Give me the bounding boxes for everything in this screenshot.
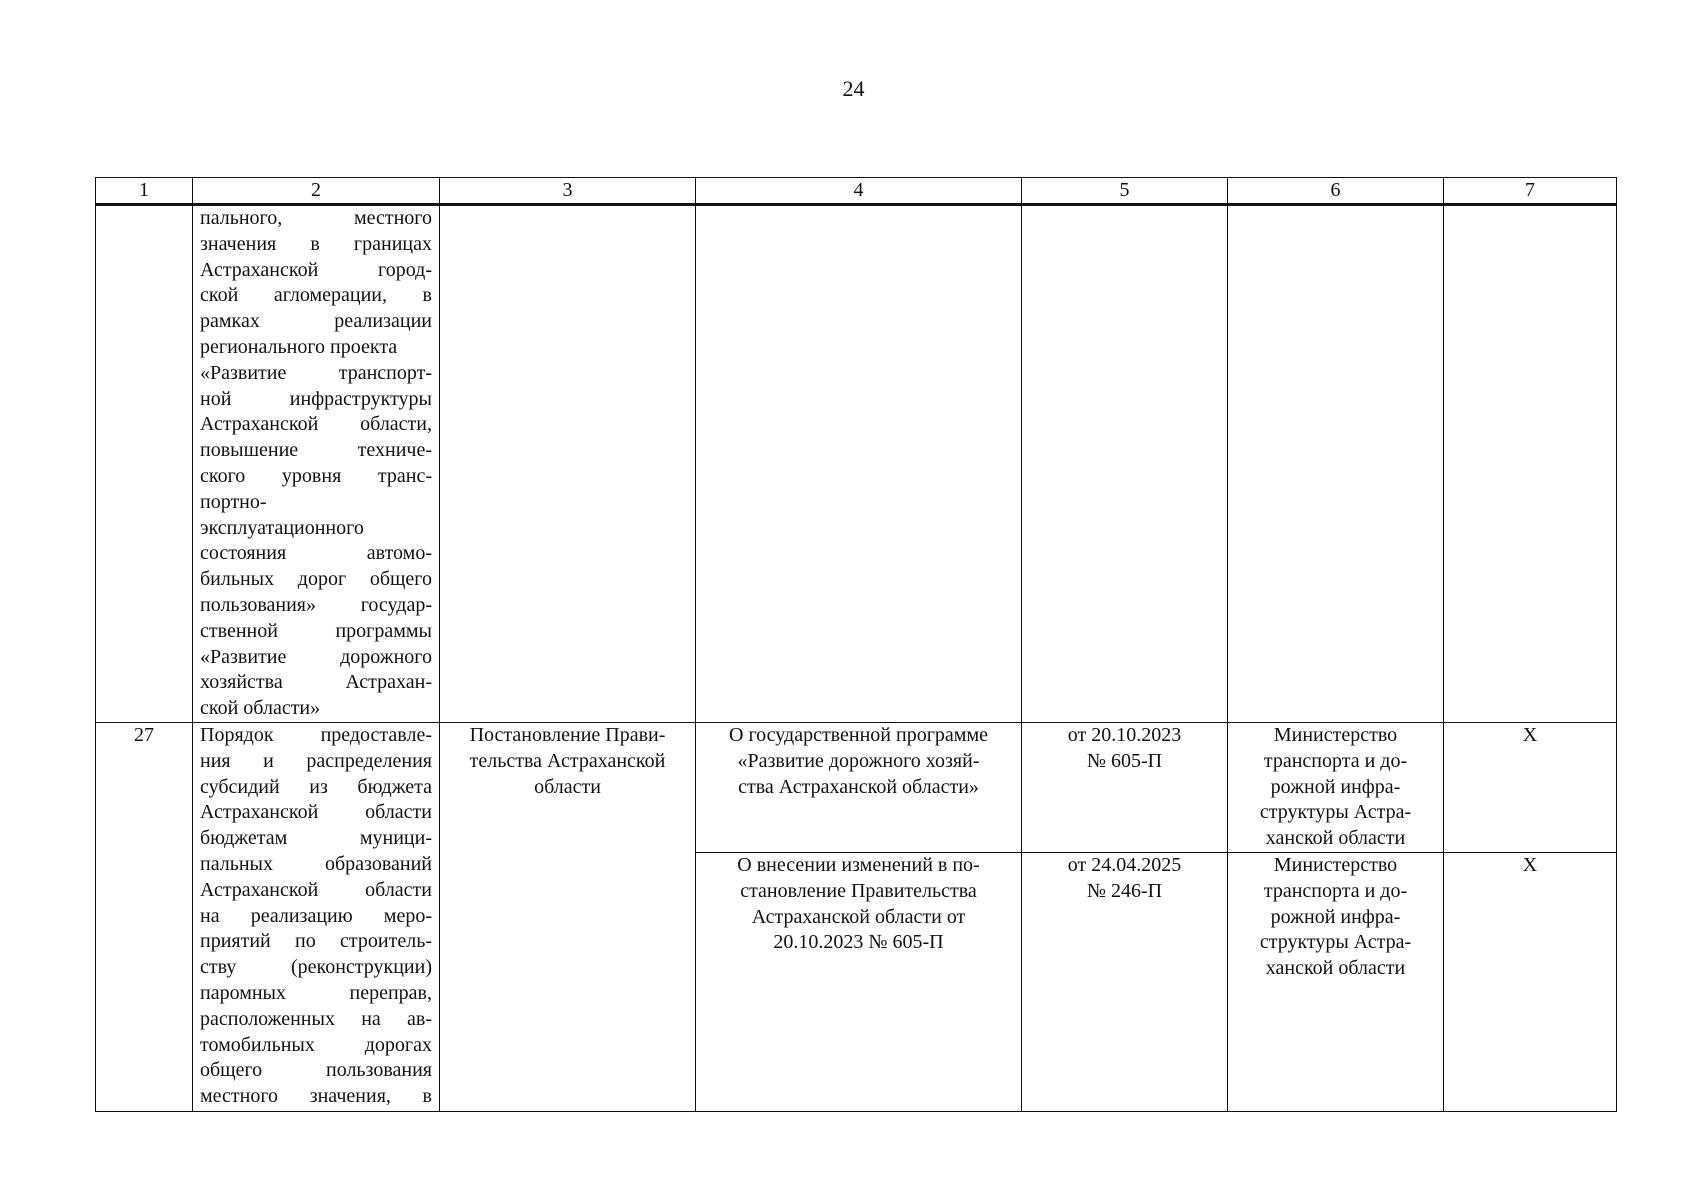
text-line: от 20.10.2023 (1067, 723, 1182, 746)
entry-1-mark-cell: Х (1444, 722, 1617, 852)
text-line: ской агломерации, в (200, 284, 432, 307)
entry-2-authority-cell (1228, 852, 1444, 1111)
text-line: паромных переправ, (200, 981, 432, 1004)
text-line: транспорта и до- (1263, 879, 1408, 902)
text-line: пальных образований (200, 852, 432, 875)
continued-row-cell (1022, 205, 1228, 723)
text-line: ханской области (1265, 957, 1406, 980)
entry-2-title-cell (696, 852, 1022, 1111)
text-line: Порядок предоставле- (200, 723, 432, 746)
text-line: транспорта и до- (1263, 749, 1408, 772)
column-header: 4 (696, 178, 1022, 205)
text-line: ства Астраханской области» (738, 775, 979, 798)
continued-row-cell (1228, 205, 1444, 723)
text-line: регионального проекта (200, 335, 398, 358)
text-line: О государственной программе (729, 723, 988, 746)
continued-row-cell (696, 205, 1022, 723)
text-line: Астраханской области от (751, 905, 966, 928)
text-line: № 246-П (1086, 879, 1163, 902)
text-line: ханской области (1265, 827, 1406, 850)
text-line: бюджетам муници- (200, 827, 432, 850)
text-line: 20.10.2023 № 605-П (773, 931, 944, 954)
text-line: ния и распределения (200, 749, 432, 772)
text-line: тельства Астраханской (469, 749, 666, 772)
text-line: пального, местного (200, 207, 432, 229)
text-line: эксплуатационного (200, 516, 364, 539)
column-header: 2 (193, 178, 440, 205)
text-line: портно- (200, 490, 267, 513)
page-number: 24 (842, 76, 865, 101)
continued-row (96, 205, 1617, 723)
text-line: Министерство (1273, 723, 1398, 746)
text-line: структуры Астра- (1259, 801, 1412, 824)
text-line: области (534, 775, 601, 798)
text-line: рожной инфра- (1270, 905, 1401, 928)
text-line: № 605-П (1086, 749, 1163, 772)
text-line: ской области» (200, 697, 321, 720)
text-line: состояния автомо- (200, 542, 432, 565)
text-line: приятий по строитель- (200, 930, 432, 953)
entry-1-authority-cell (1228, 722, 1444, 852)
continued-row-number-cell (96, 205, 193, 723)
text-line: «Развитие дорожного хозяй- (737, 749, 980, 772)
continued-row-cell (1444, 205, 1617, 723)
entry-1-title-cell (696, 722, 1022, 852)
column-header: 5 (1022, 178, 1228, 205)
text-line: томобильных дорогах (200, 1033, 432, 1056)
text-line: Постановление Прави- (469, 723, 666, 746)
text-line: структуры Астра- (1259, 931, 1412, 954)
text-line: ству (реконструкции) (200, 956, 432, 979)
text-line: «Развитие дорожного (200, 645, 432, 668)
text-line: субсидий из бюджета (200, 775, 432, 798)
column-header: 7 (1444, 178, 1617, 205)
text-line: пользования» государ- (200, 593, 432, 616)
text-line: расположенных на ав- (200, 1007, 432, 1030)
text-line: О внесении изменений в по- (737, 853, 980, 876)
text-line: Астраханской город- (200, 258, 432, 281)
row-27-doc-type-cell (440, 722, 696, 1111)
text-line: от 24.04.2025 (1067, 853, 1182, 876)
text-line: «Развитие транспорт- (200, 361, 432, 384)
text-line: Астраханской области (200, 801, 432, 824)
row-number: 27 (96, 722, 193, 1111)
text-line: ственной программы (200, 619, 432, 642)
text-line: рамках реализации (200, 310, 432, 333)
column-header-row (96, 178, 1617, 205)
column-header: 3 (440, 178, 696, 205)
text-line: Астраханской области, (200, 413, 432, 436)
row-27-entry-1 (96, 722, 1617, 852)
text-line: местного значения, в (200, 1085, 432, 1108)
text-line: на реализацию меро- (200, 904, 432, 927)
column-header: 1 (96, 178, 193, 205)
entry-2-date-cell (1022, 852, 1228, 1111)
continued-row-cell (440, 205, 696, 723)
continued-row-title-cell (193, 205, 440, 723)
text-line: бильных дорог общего (200, 568, 432, 591)
text-line: рожной инфра- (1270, 775, 1401, 798)
column-header: 6 (1228, 178, 1444, 205)
text-line: становление Правительства (740, 879, 977, 902)
text-line: повышение техниче- (200, 439, 432, 462)
entry-2-mark-cell: Х (1444, 852, 1617, 1111)
text-line: значения в границах (200, 232, 432, 255)
document-table (95, 177, 1617, 1112)
text-line: Министерство (1273, 853, 1398, 876)
text-line: ной инфраструктуры (200, 387, 432, 410)
text-line: ского уровня транс- (200, 464, 432, 487)
text-line: Астраханской области (200, 878, 432, 901)
row-27-title-cell (193, 722, 440, 1111)
text-line: хозяйства Астрахан- (200, 671, 432, 694)
text-line: общего пользования (200, 1059, 432, 1082)
entry-1-date-cell (1022, 722, 1228, 852)
